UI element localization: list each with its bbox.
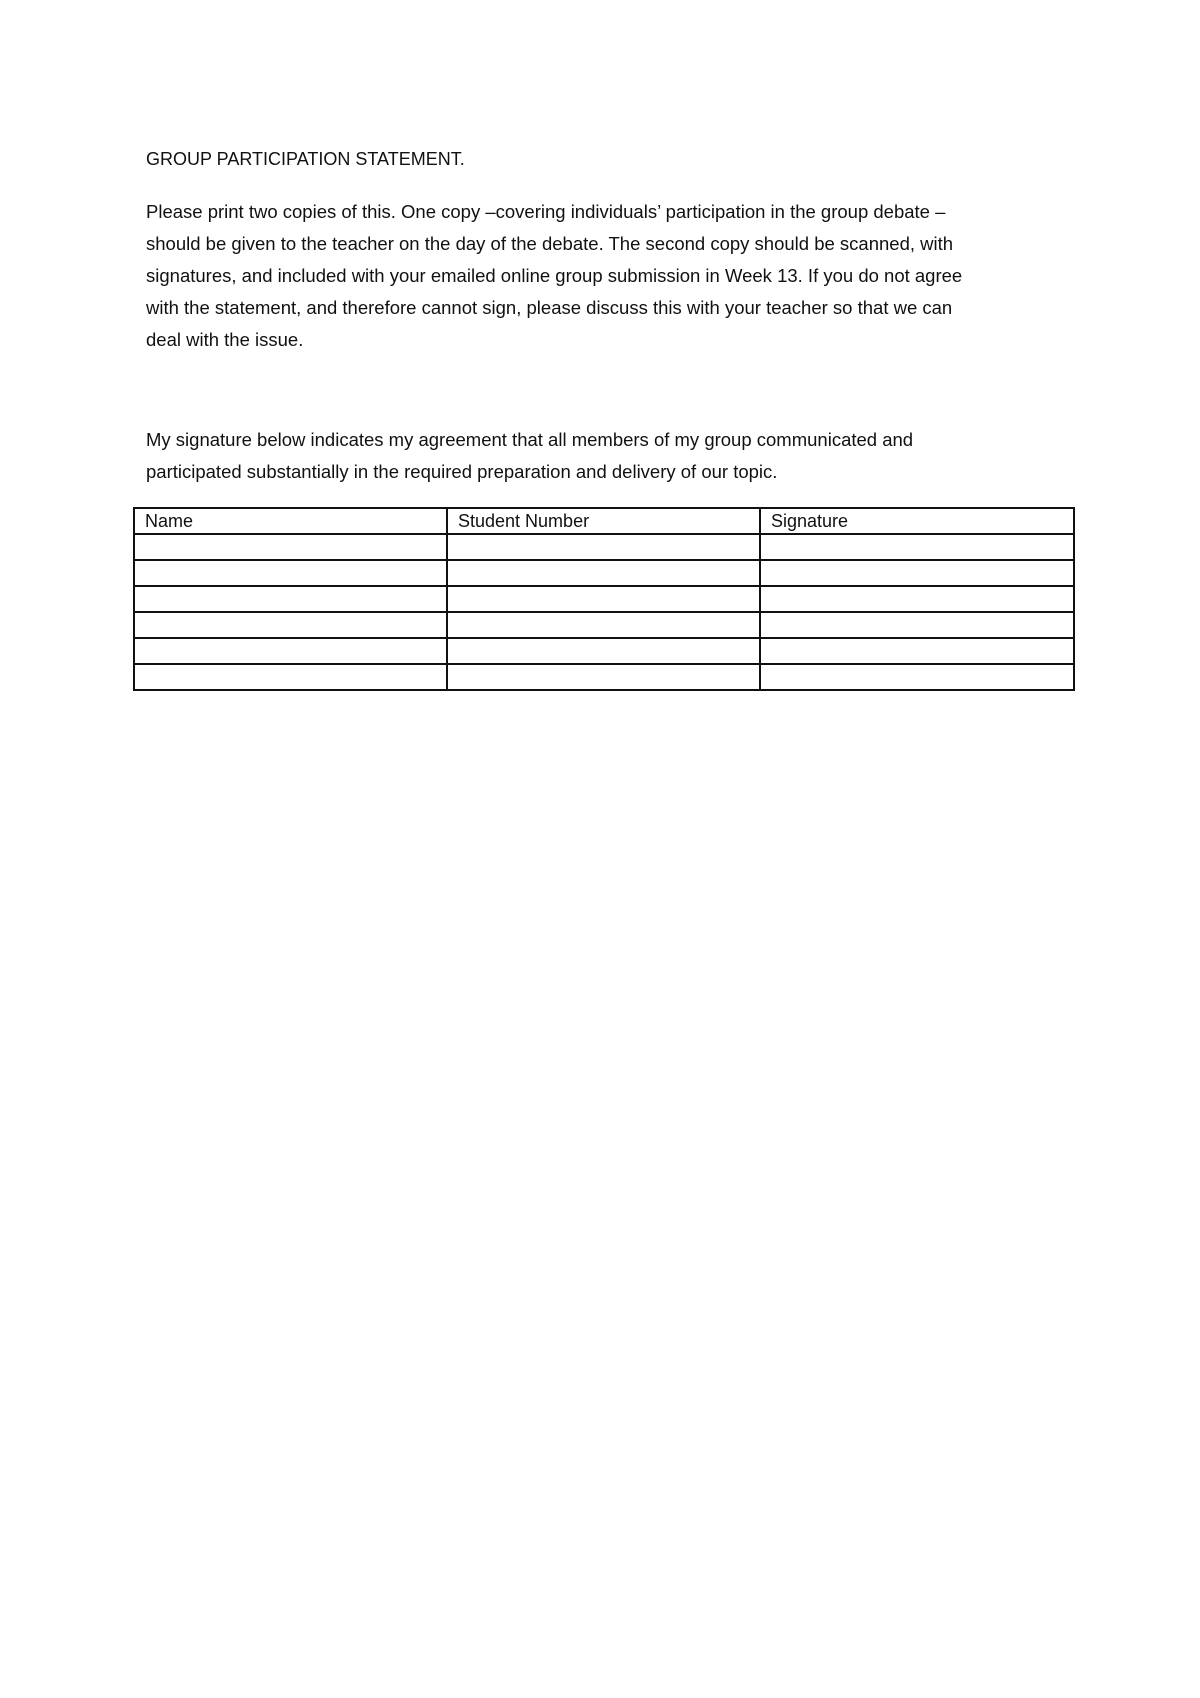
header-signature: Signature (760, 508, 1074, 534)
name-cell[interactable] (134, 638, 447, 664)
signature-cell[interactable] (760, 586, 1074, 612)
signature-table (133, 507, 1075, 691)
name-cell[interactable] (134, 560, 447, 586)
table-row (134, 560, 1074, 586)
student-number-cell[interactable] (447, 560, 760, 586)
table-row (134, 534, 1074, 560)
name-cell[interactable] (134, 586, 447, 612)
header-student-number: Student Number (447, 508, 760, 534)
table-row (134, 586, 1074, 612)
signature-cell[interactable] (760, 664, 1074, 690)
table-row (134, 664, 1074, 690)
student-number-cell[interactable] (447, 586, 760, 612)
instructions-paragraph: Please print two copies of this. One copy –covering individuals’ participation in the group debate – should be given to the teacher on the day of the debate. The second copy should be scanned, with signatures, and included with your emailed online group submission in Week 13. If you do not agree with the statement, and therefore cannot sign, please discuss this with your teacher so that we can deal with the issue. (146, 201, 963, 350)
header-name: Name (134, 508, 447, 534)
table-row (134, 612, 1074, 638)
signature-cell[interactable] (760, 534, 1074, 560)
signature-cell[interactable] (760, 560, 1074, 586)
name-cell[interactable] (134, 664, 447, 690)
signature-cell[interactable] (760, 612, 1074, 638)
name-cell[interactable] (134, 612, 447, 638)
student-number-cell[interactable] (447, 612, 760, 638)
table-row (134, 638, 1074, 664)
table-header-row (134, 508, 1074, 534)
signature-cell[interactable] (760, 638, 1074, 664)
student-number-cell[interactable] (447, 534, 760, 560)
student-number-cell[interactable] (447, 664, 760, 690)
agreement-paragraph: My signature below indicates my agreement that all members of my group communicated and participated substantially in the required preparation and delivery of our topic. (146, 429, 914, 482)
student-number-cell[interactable] (447, 638, 760, 664)
document-title: GROUP PARTICIPATION STATEMENT. (146, 149, 465, 169)
name-cell[interactable] (134, 534, 447, 560)
